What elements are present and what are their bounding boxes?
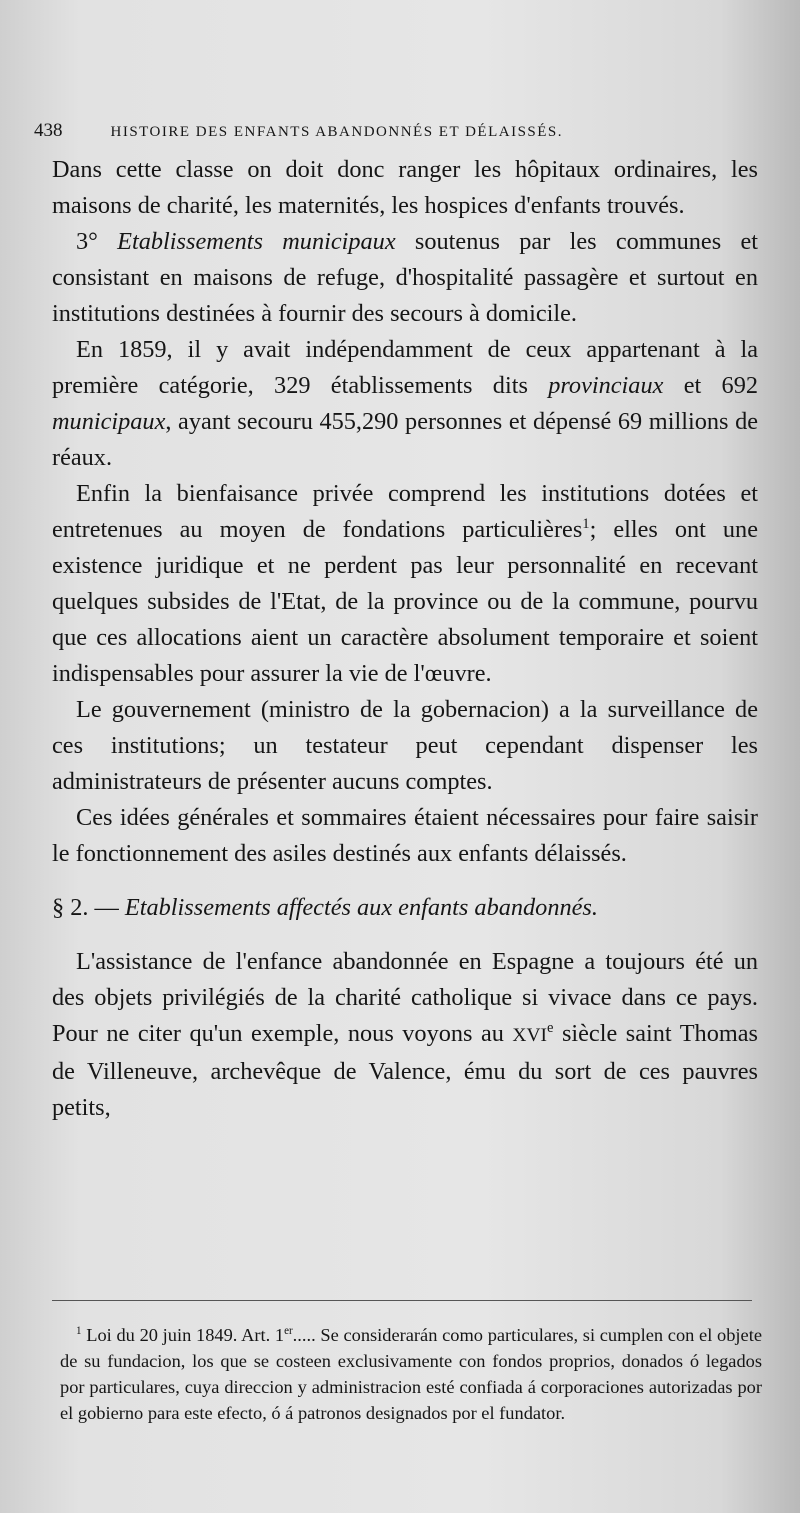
running-title: HISTOIRE DES ENFANTS ABANDONNÉS ET DÉLAISSÉS. <box>110 124 564 140</box>
paragraph-1 <box>52 152 758 224</box>
paragraph-3-emphasis-2: municipaux <box>52 408 166 435</box>
section-title: Etablissements affectés aux enfants abandonnés. <box>124 894 598 921</box>
footnote-text-a: Loi du 20 juin 1849. Art. 1 <box>81 1325 285 1345</box>
century-superscript: e <box>546 1019 554 1036</box>
paragraph-4-text-a: Enfin la bienfaisance privée comprend les institutions dotées et entretenues au moyen de fondations particulières <box>52 480 758 543</box>
paragraph-7 <box>52 944 758 1126</box>
paragraph-5-text: Le gouvernement (ministro de la gobernacion) a la surveillance de ces institutions; un testateur peut cependant dispenser les administrateurs de présenter aucuns comptes. <box>52 696 758 795</box>
paragraph-2 <box>52 224 758 332</box>
section-heading <box>52 890 758 926</box>
paragraph-3-text-a: En 1859, il y avait indépendamment de ceux appartenant à la première catégorie, 329 établissements dits <box>52 336 758 399</box>
paragraph-1-text: Dans cette classe on doit donc ranger les hôpitaux ordinaires, les maisons de charité, les maternités, les hospices d'enfants trouvés. <box>52 156 758 219</box>
paragraph-4-text-b: ; elles ont une existence juridique et ne perdent pas leur personnalité en recevant quelques subsides de l'Etat, de la province ou de la commune, pourvu que ces allocations aient un caractère absolument temporaire et soient indispensables pour assurer la vie de l'œuvre. <box>52 516 758 687</box>
paragraph-7-text-a: L'assistance de l'enfance abandonnée en Espagne a toujours été un des objets privilégiés de la charité catholique si vivace dans ce pays. Pour ne citer qu'un exemple, nous voyons au <box>52 948 758 1047</box>
paragraph-6-text: Ces idées générales et sommaires étaient nécessaires pour faire saisir le fonctionnement des asiles destinés aux enfants délaissés. <box>52 804 758 867</box>
page-number: 438 <box>34 120 63 141</box>
footnote-separator <box>52 1300 752 1301</box>
paragraph-3-text-b: et 692 <box>663 372 758 399</box>
running-header <box>34 120 754 142</box>
paragraph-3-text-c: , ayant secouru 455,290 personnes et dépensé 69 millions de réaux. <box>52 408 758 471</box>
footnote <box>60 1322 762 1426</box>
paragraph-2-text: soutenus par les communes et consistant en maisons de refuge, d'hospitalité passagère et surtout en institutions destinées à fournir des secours à domicile. <box>52 228 758 327</box>
century-numeral: XVI <box>512 1025 547 1046</box>
paragraph-3-emphasis-1: provinciaux <box>548 372 664 399</box>
footnote-text-b: ..... Se considerarán como particulares, si cumplen con el objete de su fundacion, los que se costeen exclusivamente con fondos proprios, donados ó legados por particulares, cuya direccion y administracion esté confiada á corporaciones autorizadas por el gobierno para este efecto, ó á patronos designados por el fundator. <box>60 1325 762 1423</box>
paragraph-7-text-b: siècle saint Thomas de Villeneuve, archevêque de Valence, ému du sort de ces pauvres petits, <box>52 1020 758 1121</box>
paragraph-2-emphasis: Etablissements municipaux <box>117 228 396 255</box>
paragraph-6 <box>52 800 758 872</box>
paragraph-4 <box>52 476 758 692</box>
paragraph-3 <box>52 332 758 476</box>
paragraph-5 <box>52 692 758 800</box>
section-number: § 2. — <box>52 894 125 921</box>
footnote-reference[interactable]: 1 <box>582 515 590 532</box>
footnote-superscript: er <box>284 1324 293 1337</box>
footnote-marker: 1 <box>76 1324 82 1337</box>
paragraph-2-lead: 3° <box>76 228 118 255</box>
body-text <box>52 152 758 1126</box>
